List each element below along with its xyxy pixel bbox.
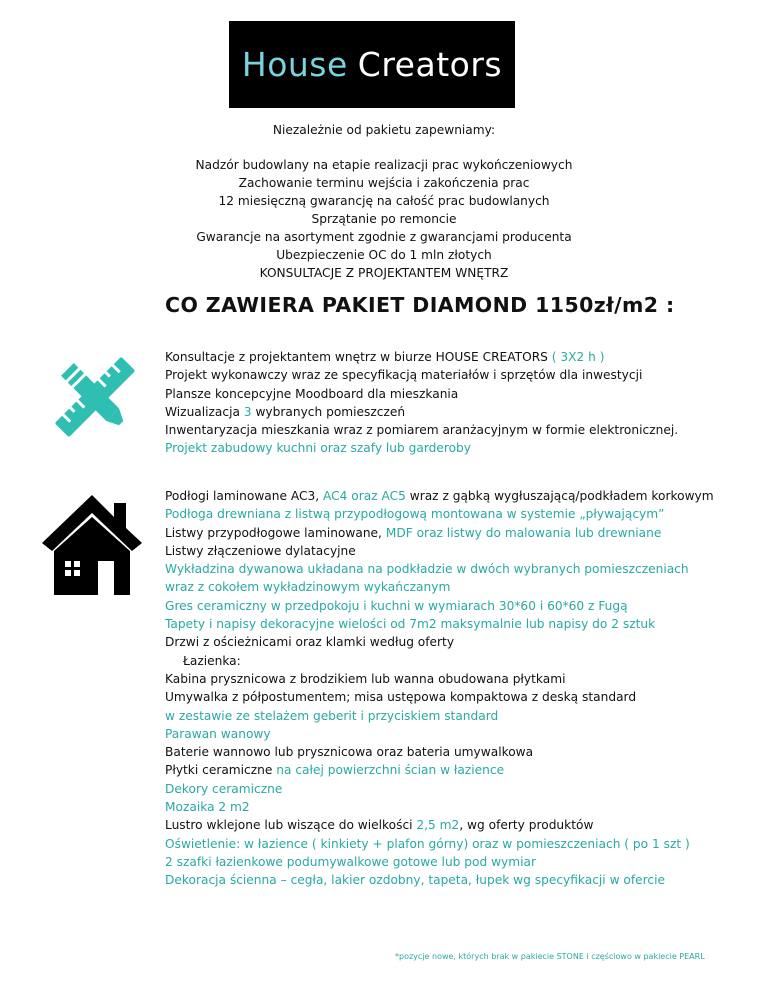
list-item: Oświetlenie: w łazience ( kinkiety + plafon górny) oraz w pomieszczeniach ( po 1 szt )	[165, 836, 690, 851]
list-item: Listwy przypodłogowe laminowane, MDF oraz listwy do malowania lub drewniane	[165, 525, 662, 540]
finishing-works-list	[165, 487, 765, 890]
list-item: wraz z cokołem wykładzinowym wykańczanym	[165, 580, 451, 595]
list-item: Dekory ceramiczne	[165, 781, 283, 796]
guarantee-item: Gwarancje na asortyment zgodnie z gwarancjami producenta	[196, 230, 572, 244]
house-creators-logo	[229, 21, 515, 108]
guarantee-title: Niezależnie od pakietu zapewniamy:	[272, 123, 496, 137]
list-item: Płytki ceramiczne na całej powierzchni ścian w łazience	[165, 763, 505, 778]
guarantee-item: 12 miesięczną gwarancję na całość prac budowlanych	[218, 194, 550, 208]
list-item: Konsultacje z projektantem wnętrz w biurze HOUSE CREATORS ( 3X2 h )	[165, 350, 605, 364]
list-item: Podłoga drewniana z listwą przypodłogową montowana w systemie „pływającym”	[165, 507, 665, 522]
design-services-list	[165, 348, 765, 458]
guarantee-item: Ubezpieczenie OC do 1 mln złotych	[276, 248, 492, 262]
list-item: w zestawie ze stelażem geberit i przyciskiem standard	[165, 708, 499, 723]
bathroom-subheading: Łazienka:	[183, 653, 241, 668]
list-item: Tapety i napisy dekoracyjne wielości od 7m2 maksymalnie lub napisy do 2 sztuk	[165, 617, 656, 632]
list-item: 2 szafki łazienkowe podumywalkowe gotowe lub pod wymiar	[165, 854, 536, 869]
list-item: Gres ceramiczny w przedpokoju i kuchni w wymiarach 30*60 i 60*60 z Fugą	[165, 598, 628, 613]
list-item: Kabina prysznicowa z brodzikiem lub wanna obudowana płytkami	[165, 671, 566, 686]
list-item: Dekoracja ścienna – cegła, lakier ozdobny, tapeta, łupek wg specyfikacji w ofercie	[165, 873, 665, 888]
guarantee-item: Zachowanie terminu wejścia i zakończenia prac	[238, 176, 530, 190]
house-icon	[40, 493, 144, 597]
list-item: Lustro wklejone lub wiszące do wielkości 2,5 m2, wg oferty produktów	[165, 818, 594, 833]
list-item: Projekt zabudowy kuchni oraz szafy lub garderoby	[165, 441, 472, 456]
list-item: Projekt wykonawczy wraz ze specyfikacją materiałów i sprzętów dla inwestycji	[165, 368, 643, 383]
guarantee-item: Sprzątanie po remoncie	[311, 212, 457, 226]
footnote: *pozycje nowe, których brak w pakiecie STONE i częściowo w pakiecie PEARL	[395, 952, 705, 961]
list-item: Podłogi laminowane AC3, AC4 oraz AC5 wraz z gąbką wygłuszającą/podkładem korkowym	[165, 489, 714, 503]
guarantee-list	[0, 156, 768, 282]
list-item: Listwy złączeniowe dylatacyjne	[165, 543, 356, 558]
list-item: Plansze koncepcyjne Moodboard dla mieszkania	[165, 386, 459, 401]
list-item: Umywalka z półpostumentem; misa ustępowa kompaktowa z deską standard	[165, 690, 637, 705]
package-heading: CO ZAWIERA PAKIET DIAMOND 1150zł/m2 :	[165, 293, 675, 317]
list-item: Baterie wannowo lub prysznicowa oraz bateria umywalkowa	[165, 745, 534, 760]
logo-word-creators: Creators	[357, 45, 503, 84]
list-item: Mozaika 2 m2	[165, 800, 250, 815]
list-item: Wizualizacja 3 wybranych pomieszczeń	[165, 404, 406, 419]
logo-word-house: House	[241, 45, 348, 84]
guarantee-item: Nadzór budowlany na etapie realizacji prac wykończeniowych	[195, 158, 573, 172]
list-item: Wykładzina dywanowa układana na podkładzie w dwóch wybranych pomieszczeniach	[165, 562, 689, 577]
list-item: Parawan wanowy	[165, 726, 271, 741]
list-item: Drzwi z ościeżnicami oraz klamki według oferty	[165, 635, 455, 650]
list-item: Inwentaryzacja mieszkania wraz z pomiarem aranżacyjnym w formie elektronicznej.	[165, 423, 679, 438]
ruler-pencil-icon	[50, 354, 140, 440]
guarantee-item: KONSULTACJE Z PROJEKTANTEM WNĘTRZ	[259, 266, 509, 280]
